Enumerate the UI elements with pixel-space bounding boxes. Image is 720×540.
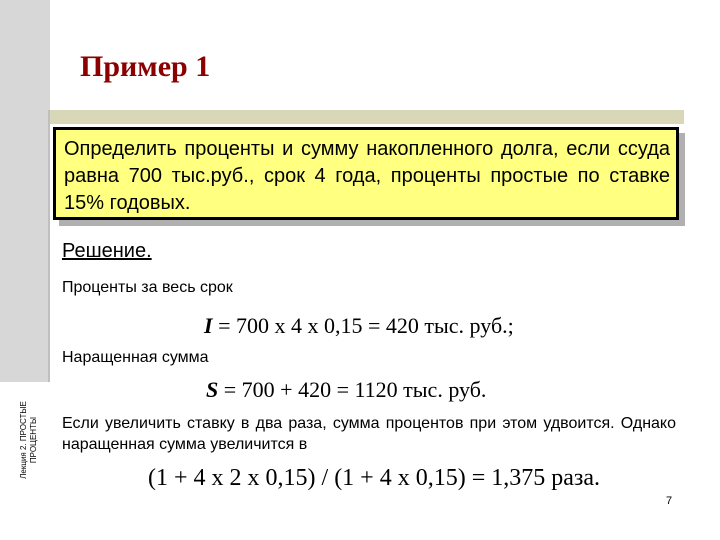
left-decor-line (48, 110, 50, 382)
problem-box (53, 127, 679, 220)
problem-text: Определить проценты и сумму накопленного долга, если ссуда равна 700 тыс.руб., срок 4 года, проценты простые по ставке 15% годовых. (64, 138, 670, 214)
slide-title: Пример 1 (80, 50, 211, 83)
interest-label: Проценты за весь срок (62, 279, 233, 296)
sum-label: Наращенная сумма (62, 349, 209, 366)
sum-variable: S (206, 377, 219, 402)
ratio-formula: (1 + 4 х 2 х 0,15) / (1 + 4 х 0,15) = 1,375 раза. (148, 465, 601, 491)
sum-expression: = 700 + 420 = 1120 тыс. руб. (218, 377, 487, 402)
interest-formula (204, 313, 514, 339)
sum-formula (206, 377, 486, 403)
title-underline-rule (50, 110, 684, 124)
left-decor-band (0, 0, 50, 382)
lecture-sidebar-label: Лекция 2. ПРОСТЫЕ ПРОЦЕНТЫ (19, 401, 38, 479)
interest-expression: = 700 х 4 х 0,15 = 420 тыс. руб.; (212, 313, 514, 338)
page-number: 7 (666, 495, 673, 507)
solution-label: Решение. (62, 240, 152, 262)
interest-variable: I (204, 313, 213, 338)
conclusion-paragraph: Если увеличить ставку в два раза, сумма процентов при этом удвоится. Однако наращенная сумма увеличится в (62, 415, 676, 453)
